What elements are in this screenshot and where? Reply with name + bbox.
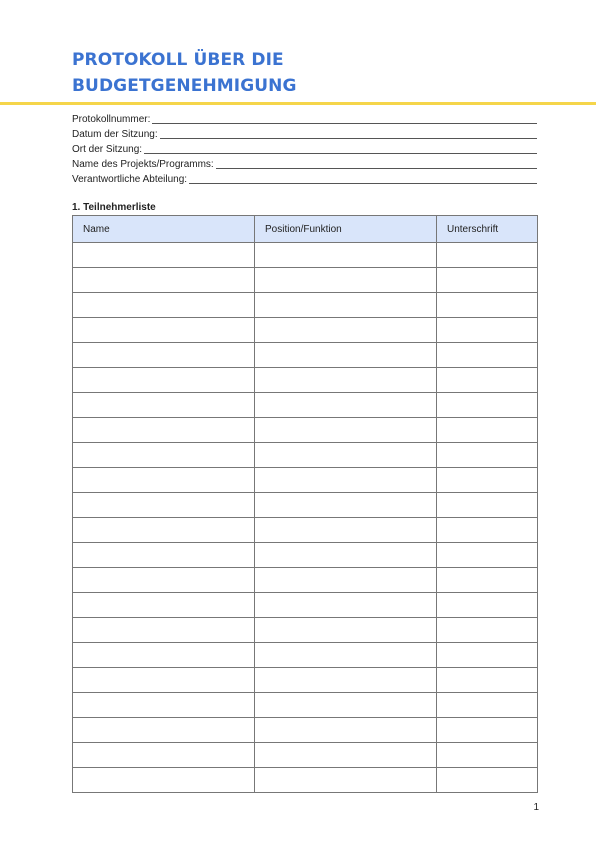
cell-signature[interactable] — [437, 468, 538, 493]
meta-fields — [72, 111, 537, 186]
cell-signature[interactable] — [437, 393, 538, 418]
table-row — [73, 593, 538, 618]
table-row — [73, 668, 538, 693]
cell-signature[interactable] — [437, 643, 538, 668]
cell-name[interactable] — [73, 668, 255, 693]
cell-position[interactable] — [255, 368, 437, 393]
table-row — [73, 343, 538, 368]
table-row — [73, 468, 538, 493]
cell-signature[interactable] — [437, 518, 538, 543]
cell-name[interactable] — [73, 643, 255, 668]
cell-name[interactable] — [73, 743, 255, 768]
table-row — [73, 568, 538, 593]
cell-signature[interactable] — [437, 693, 538, 718]
table-row — [73, 543, 538, 568]
field-meeting-location — [72, 141, 537, 156]
table-row — [73, 393, 538, 418]
cell-position[interactable] — [255, 743, 437, 768]
cell-signature[interactable] — [437, 268, 538, 293]
cell-name[interactable] — [73, 568, 255, 593]
cell-position[interactable] — [255, 318, 437, 343]
cell-signature[interactable] — [437, 568, 538, 593]
cell-signature[interactable] — [437, 593, 538, 618]
table-row — [73, 718, 538, 743]
table-row — [73, 768, 538, 793]
cell-position[interactable] — [255, 668, 437, 693]
field-label: Protokollnummer: — [72, 114, 151, 125]
table-row — [73, 443, 538, 468]
cell-position[interactable] — [255, 343, 437, 368]
cell-name[interactable] — [73, 768, 255, 793]
fill-in-line[interactable] — [216, 168, 537, 169]
participant-rows — [73, 243, 538, 793]
cell-name[interactable] — [73, 443, 255, 468]
cell-name[interactable] — [73, 268, 255, 293]
table-row — [73, 693, 538, 718]
table-header-row — [73, 216, 538, 243]
cell-signature[interactable] — [437, 668, 538, 693]
table-row — [73, 368, 538, 393]
cell-name[interactable] — [73, 468, 255, 493]
cell-signature[interactable] — [437, 618, 538, 643]
document-title-line-2: BUDGETGENEHMIGUNG — [72, 76, 297, 96]
cell-name[interactable] — [73, 618, 255, 643]
cell-signature[interactable] — [437, 743, 538, 768]
cell-position[interactable] — [255, 543, 437, 568]
section-title-participants: 1. Teilnehmerliste — [72, 202, 156, 213]
cell-position[interactable] — [255, 518, 437, 543]
column-header-name: Name — [73, 216, 255, 243]
cell-name[interactable] — [73, 593, 255, 618]
cell-name[interactable] — [73, 318, 255, 343]
table-row — [73, 618, 538, 643]
field-label: Verantwortliche Abteilung: — [72, 174, 188, 185]
cell-position[interactable] — [255, 568, 437, 593]
cell-signature[interactable] — [437, 368, 538, 393]
cell-name[interactable] — [73, 543, 255, 568]
participant-table — [72, 215, 538, 793]
cell-position[interactable] — [255, 468, 437, 493]
cell-position[interactable] — [255, 593, 437, 618]
table-row — [73, 518, 538, 543]
cell-signature[interactable] — [437, 768, 538, 793]
table-row — [73, 293, 538, 318]
cell-signature[interactable] — [437, 343, 538, 368]
cell-name[interactable] — [73, 293, 255, 318]
title-divider — [0, 102, 596, 105]
cell-signature[interactable] — [437, 318, 538, 343]
cell-name[interactable] — [73, 518, 255, 543]
cell-position[interactable] — [255, 718, 437, 743]
cell-position[interactable] — [255, 293, 437, 318]
cell-signature[interactable] — [437, 243, 538, 268]
table-row — [73, 643, 538, 668]
column-header-position: Position/Funktion — [255, 216, 437, 243]
table-row — [73, 243, 538, 268]
field-meeting-date — [72, 126, 537, 141]
cell-position[interactable] — [255, 493, 437, 518]
field-label: Datum der Sitzung: — [72, 129, 158, 140]
table-row — [73, 318, 538, 343]
cell-name[interactable] — [73, 693, 255, 718]
fill-in-line[interactable] — [189, 183, 537, 184]
cell-position[interactable] — [255, 643, 437, 668]
cell-position[interactable] — [255, 693, 437, 718]
page-number: 1 — [533, 802, 539, 813]
column-header-signature: Unterschrift — [437, 216, 538, 243]
cell-position[interactable] — [255, 418, 437, 443]
field-label: Ort der Sitzung: — [72, 144, 143, 155]
cell-name[interactable] — [73, 368, 255, 393]
field-responsible-department — [72, 171, 537, 186]
cell-name[interactable] — [73, 393, 255, 418]
cell-signature[interactable] — [437, 543, 538, 568]
cell-name[interactable] — [73, 418, 255, 443]
table-row — [73, 268, 538, 293]
cell-name[interactable] — [73, 718, 255, 743]
table-row — [73, 743, 538, 768]
cell-name[interactable] — [73, 243, 255, 268]
cell-name[interactable] — [73, 493, 255, 518]
cell-position[interactable] — [255, 243, 437, 268]
cell-position[interactable] — [255, 443, 437, 468]
cell-position[interactable] — [255, 768, 437, 793]
cell-signature[interactable] — [437, 443, 538, 468]
cell-signature[interactable] — [437, 418, 538, 443]
field-project-name — [72, 156, 537, 171]
cell-signature[interactable] — [437, 293, 538, 318]
table-row — [73, 418, 538, 443]
cell-name[interactable] — [73, 343, 255, 368]
cell-signature[interactable] — [437, 493, 538, 518]
cell-position[interactable] — [255, 393, 437, 418]
table-row — [73, 493, 538, 518]
field-protocol-number — [72, 111, 537, 126]
cell-position[interactable] — [255, 268, 437, 293]
fill-in-line[interactable] — [160, 138, 537, 139]
document-title — [72, 47, 532, 99]
fill-in-line[interactable] — [144, 153, 537, 154]
cell-signature[interactable] — [437, 718, 538, 743]
fill-in-line[interactable] — [152, 123, 537, 124]
field-label: Name des Projekts/Programms: — [72, 159, 214, 170]
document-title-line-1: PROTOKOLL ÜBER DIE — [72, 50, 284, 70]
cell-position[interactable] — [255, 618, 437, 643]
